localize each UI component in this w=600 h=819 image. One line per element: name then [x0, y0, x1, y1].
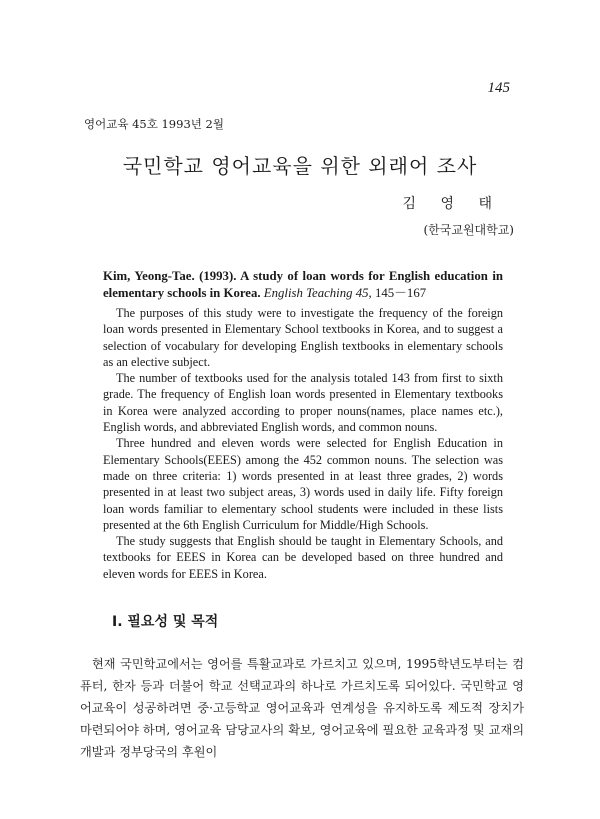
abstract	[103, 268, 503, 582]
citation-pages: 145－167	[374, 285, 427, 300]
abstract-paragraph: The purposes of this study were to investigate the frequency of the foreign loan words presented in Elementary School textbooks in Korea, and to suggest a selection of vocabulary for developing English textbooks in elementary schools as an elective subject.	[103, 306, 503, 369]
citation-title: Kim, Yeong-Tae. (1993). A study of loan words for English education in elementary schools in Korea.	[103, 269, 503, 300]
abstract-paragraph: Three hundred and eleven words were selected for English Education in Elementary Schools(EEES) among the 452 common nouns. The selection was made on three criteria: 1) words presented in at least three grades, 2) words presented in at least two subject areas, 3) words used in daily life. Fifty foreign loan words familiar to elementary school students were included in these lists presented at the 6th English Curriculum for Middle/High Schools.	[103, 436, 503, 532]
journal-reference: 영어교육 45호 1993년 2월	[84, 117, 224, 131]
author-name: 김 영 태	[402, 196, 502, 212]
abstract-citation	[103, 268, 503, 301]
abstract-paragraph: The number of textbooks used for the analysis totaled 143 from first to sixth grade. The frequency of English loan words presented in Elementary textbooks in Korea were analyzed according to proper nouns(names, place names etc.), English words, and abbreviated English words, and common nouns.	[103, 371, 503, 435]
author-affiliation: (한국교원대학교)	[423, 223, 514, 237]
citation-journal: English Teaching 45,	[263, 285, 372, 300]
abstract-paragraph: The study suggests that English should be taught in Elementary Schools, and textbooks for EEES in Korea can be developed based on three hundred and eleven words for EEES in Korea.	[103, 534, 503, 581]
section-heading: I. 필요성 및 목적	[112, 614, 219, 630]
page-number: 145	[487, 80, 510, 96]
body-paragraph: 현재 국민학교에서는 영어를 특활교과로 가르치고 있으며, 1995학년도부터는 컴퓨터, 한자 등과 더불어 학교 선택교과의 하나로 가르치도록 되어있다. 국민학교 영어교육이 성공하려면 중·고등학교 영어교육과 연계성을 유지하도록 제도적 장치가 마련되어야 하며, 영어교육 담당교사의 확보, 영어교육에 필요한 교육과정 및 교재의 개발과 정부당국의 후원이	[80, 657, 524, 759]
paper-title: 국민학교 영어교육을 위한 외래어 조사	[122, 154, 478, 178]
section-body	[80, 653, 524, 763]
